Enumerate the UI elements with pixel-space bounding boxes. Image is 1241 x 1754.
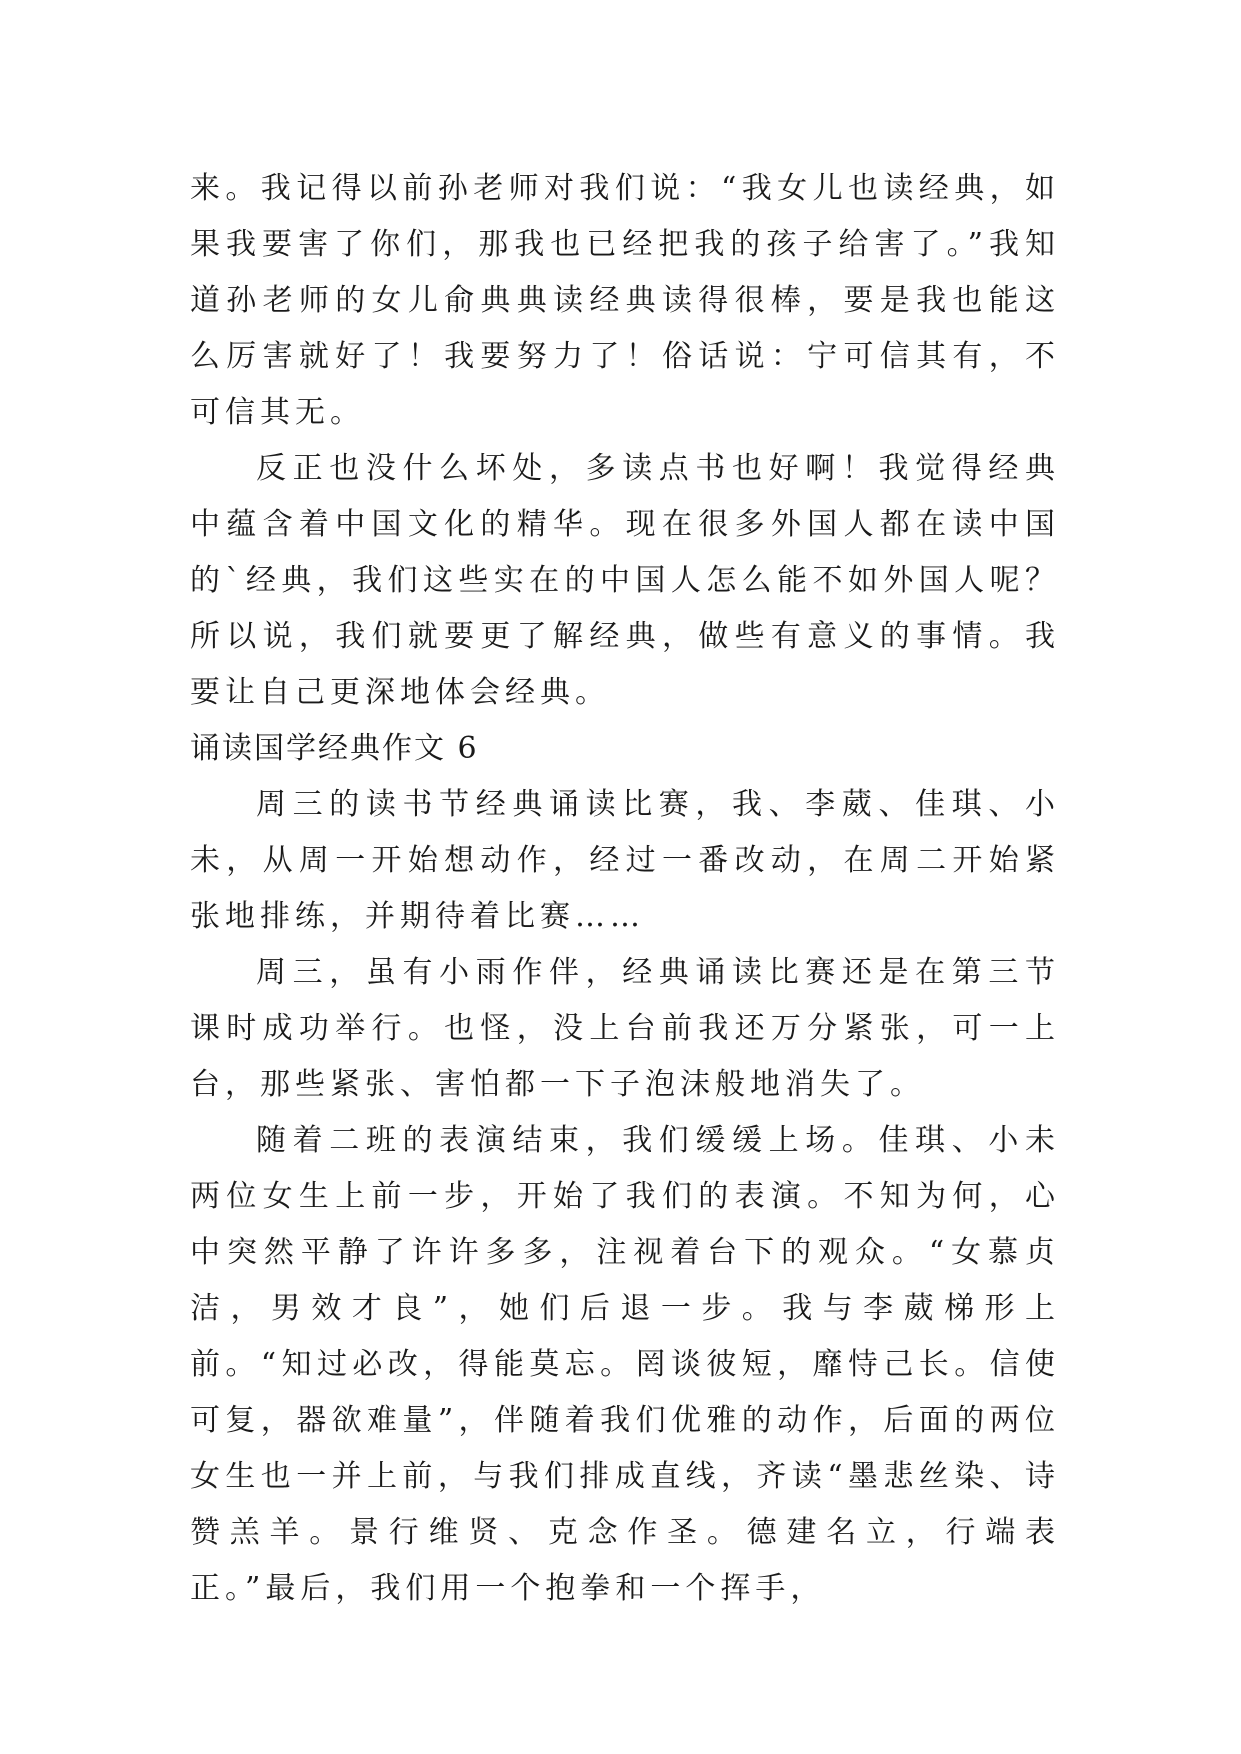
paragraph-1: 来。我记得以前孙老师对我们说：“我女儿也读经典，如果我要害了你们，那我也已经把我的孩子给害了。”我知道孙老师的女儿俞典典读经典读得很棒，要是我也能这么厉害就好了！我要努力了！俗话说：宁可信其有，不可信其无。 <box>190 171 1060 430</box>
section-heading: 诵读国学经典作文 6 <box>190 731 479 766</box>
paragraph-2: 反正也没什么坏处，多读点书也好啊！我觉得经典中蕴含着中国文化的精华。现在很多外国人都在读中国的`经典，我们这些实在的中国人怎么能不如外国人呢？所以说，我们就要更了解经典，做些有意义的事情。我要让自己更深地体会经典。 <box>190 451 1060 710</box>
paragraph-5: 随着二班的表演结束，我们缓缓上场。佳琪、小未两位女生上前一步，开始了我们的表演。不知为何，心中突然平静了许许多多，注视着台下的观众。“女慕贞洁，男效才良”，她们后退一步。我与李葳梯形上前。“知过必改，得能莫忘。罔谈彼短，靡恃己长。信使可复，器欲难量”，伴随着我们优雅的动作，后面的两位女生也一并上前，与我们排成直线，齐读“墨悲丝染、诗赞羔羊。景行维贤、克念作圣。德建名立，行端表正。”最后，我们用一个抱拳和一个挥手， <box>190 1123 1060 1606</box>
paragraph-3: 周三的读书节经典诵读比赛，我、李葳、佳琪、小未，从周一开始想动作，经过一番改动，在周二开始紧张地排练，并期待着比赛…… <box>190 787 1060 934</box>
document-body <box>190 161 1060 1617</box>
paragraph-4: 周三，虽有小雨作伴，经典诵读比赛还是在第三节课时成功举行。也怪，没上台前我还万分紧张，可一上台，那些紧张、害怕都一下子泡沫般地消失了。 <box>190 955 1060 1102</box>
